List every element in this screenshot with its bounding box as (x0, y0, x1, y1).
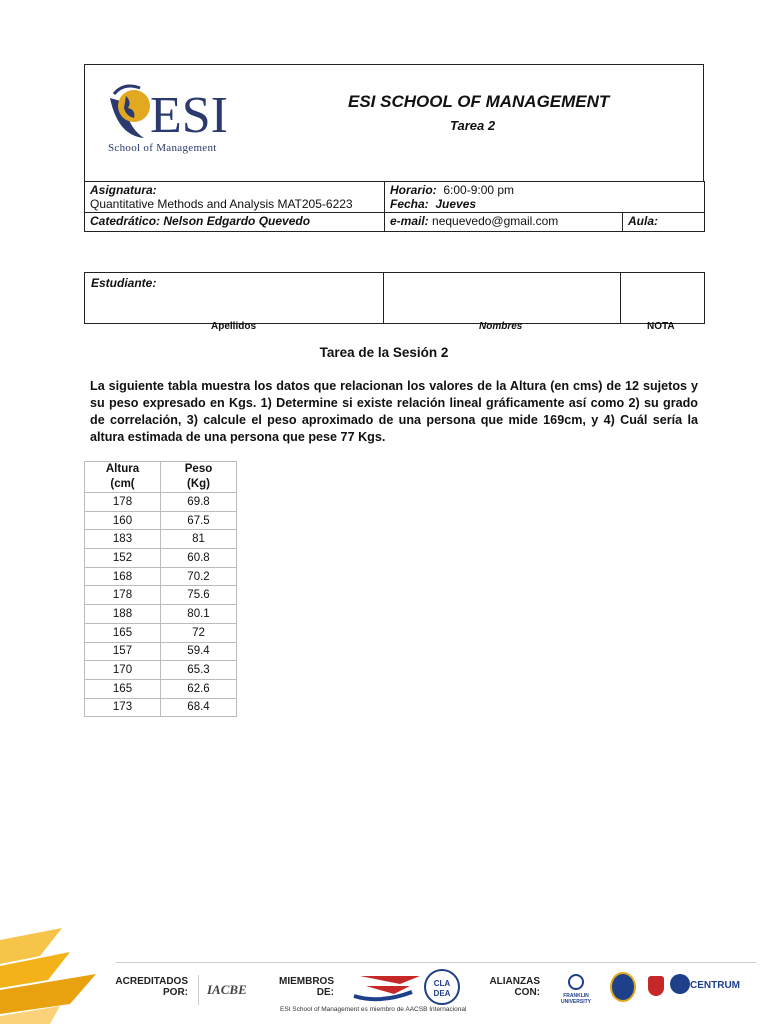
peso-cell: 60.8 (161, 549, 237, 568)
globe-swirl-icon (110, 86, 150, 138)
header-altura: Altura (cm( (85, 462, 161, 493)
globe-icon (568, 974, 584, 990)
estudiante-label: Estudiante: (85, 273, 384, 324)
footer-caption: ESI School of Management es miembro de AACSB Internacional (280, 1006, 467, 1013)
table-row (85, 623, 237, 642)
horario-label: Horario: (390, 183, 437, 197)
altura-cell: 178 (85, 493, 161, 512)
altura-cell: 165 (85, 623, 161, 642)
asignatura-label: Asignatura: (90, 183, 157, 197)
iacbe-logo (198, 975, 265, 1005)
table-row (85, 661, 237, 680)
table-row (85, 511, 237, 530)
table-row (85, 549, 237, 568)
instructions-paragraph: La siguiente tabla muestra los datos que relacionan los valores de la Altura (en cms) de 12 sujetos y su peso expresado en Kgs. 1) Determine si existe relación lineal gráficamente así como 2) su grado de correlación, 3) calcule el peso aproximado de una persona que mide 169cm, y 4) Cuál sería la altura estimada de una persona que pese 77 Kgs. (90, 379, 698, 444)
nombres-label: Nombres (479, 321, 523, 332)
peso-cell: 69.8 (161, 493, 237, 512)
table-row (85, 679, 237, 698)
asignatura-value: Quantitative Methods and Analysis MAT205-6223 (90, 197, 353, 211)
franklin-text: FRANKLIN UNIVERSITY (560, 993, 591, 1005)
peso-cell: 80.1 (161, 605, 237, 624)
peso-cell: 59.4 (161, 642, 237, 661)
footer-gold-decoration (0, 918, 120, 1024)
altura-cell: 168 (85, 567, 161, 586)
alianzas-label: ALIANZAS CON: (489, 976, 540, 998)
data-table (84, 461, 237, 717)
altura-cell: 188 (85, 605, 161, 624)
crest-icon (648, 976, 664, 996)
fecha-label: Fecha: (390, 197, 429, 211)
acreditados-label: ACREDITADOS POR: (115, 976, 188, 998)
nota-cell (621, 273, 705, 324)
altura-cell: 173 (85, 698, 161, 717)
session-title: Tarea de la Sesión 2 (319, 345, 449, 360)
horario-value: 6:00-9:00 pm (443, 183, 515, 197)
iacbe-logo-text: IACBE (207, 982, 247, 997)
table-row (85, 586, 237, 605)
altura-cell: 160 (85, 511, 161, 530)
header-peso: Peso (Kg) (161, 462, 237, 493)
peso-cell: 72 (161, 623, 237, 642)
peso-cell: 81 (161, 530, 237, 549)
table-row (85, 698, 237, 717)
fecha-value: Jueves (435, 197, 477, 211)
email-value: nequevedo@gmail.com (432, 214, 559, 228)
altura-cell: 178 (85, 586, 161, 605)
altura-cell: 152 (85, 549, 161, 568)
altura-cell: 157 (85, 642, 161, 661)
peso-cell: 75.6 (161, 586, 237, 605)
university-seal-icon (610, 972, 636, 1002)
peso-cell: 65.3 (161, 661, 237, 680)
altura-cell: 165 (85, 679, 161, 698)
asignatura-cell (85, 182, 385, 213)
catedratico-cell: Catedrático: Nelson Edgardo Quevedo (85, 213, 385, 232)
table-row (85, 493, 237, 512)
student-table (84, 272, 705, 324)
altura-cell: 183 (85, 530, 161, 549)
table-row (85, 605, 237, 624)
peso-cell: 70.2 (161, 567, 237, 586)
cladea-logo: CLA DEA (424, 969, 460, 1005)
nota-label: NOTA (647, 321, 675, 332)
centrum-circle-icon (670, 974, 690, 994)
apellidos-label: Apellidos (211, 321, 257, 332)
footer-divider (116, 962, 756, 963)
franklin-logo (548, 974, 604, 1004)
horario-cell (385, 182, 705, 213)
table-row (85, 530, 237, 549)
table-row (85, 567, 237, 586)
tarea-title: Tarea 2 (450, 118, 496, 133)
logo-text: ESI (150, 87, 228, 144)
peso-cell: 67.5 (161, 511, 237, 530)
peso-cell: 62.6 (161, 679, 237, 698)
email-cell (385, 213, 623, 232)
miembros-label: MIEMBROS DE: (279, 976, 334, 998)
logo-subtitle: School of Management (108, 142, 217, 154)
altura-cell: 170 (85, 661, 161, 680)
peso-cell: 68.4 (161, 698, 237, 717)
school-title: ESI SCHOOL OF MANAGEMENT (348, 92, 610, 111)
centrum-text: CENTRUM (690, 980, 740, 991)
course-info-table (84, 181, 705, 232)
table-row (85, 642, 237, 661)
aula-cell: Aula: (623, 213, 705, 232)
email-label: e-mail: (390, 214, 429, 228)
aacsb-logo (340, 970, 424, 1006)
nombres-cell (384, 273, 621, 324)
